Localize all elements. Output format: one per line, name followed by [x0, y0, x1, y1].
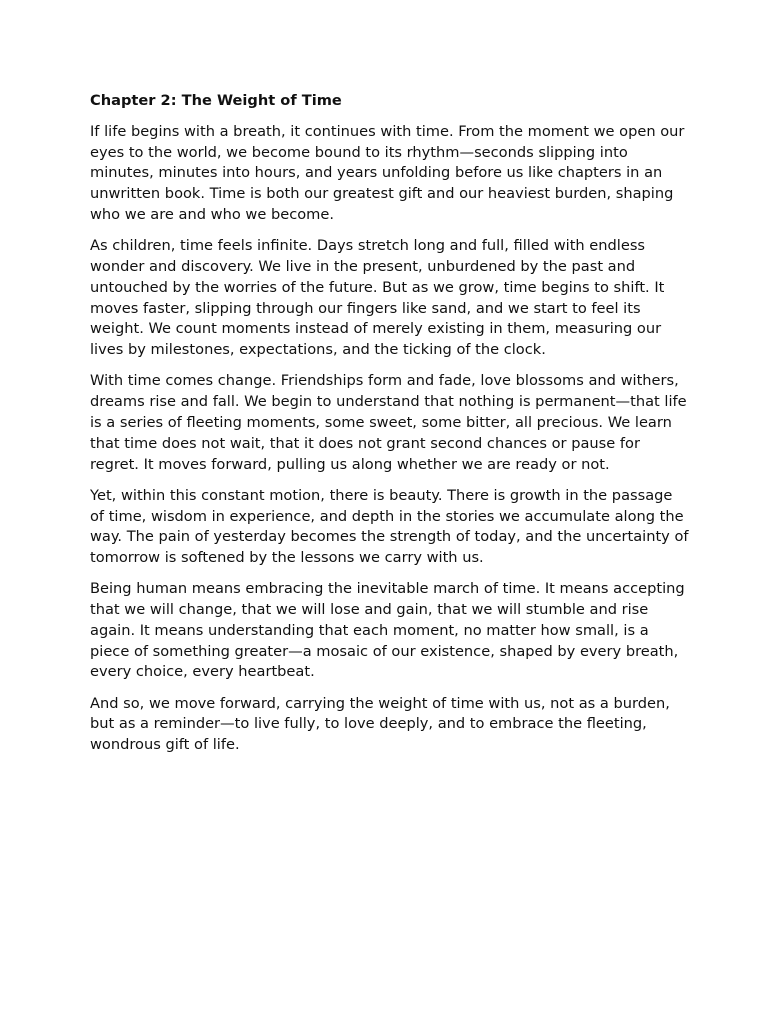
- paragraph-3: With time comes change. Friendships form and fade, love blossoms and withers, dreams rise and fall. We begin to understand that nothing is permanent—that life is a series of fleeting moments, some sweet, some bitter, all precious. We learn that time does not wait, that it does not grant second chances or pause for regret. It moves forward, pulling us along whether we are ready or not.: [90, 372, 687, 473]
- paragraph-1: If life begins with a breath, it continues with time. From the moment we open our eyes to the world, we become bound to its rhythm—seconds slipping into minutes, minutes into hours, and years unfolding before us like chapters in an unwritten book. Time is both our greatest gift and our heaviest burden, shaping who we are and who we become.: [90, 122, 685, 223]
- document-page: [90, 91, 690, 766]
- paragraph-6: And so, we move forward, carrying the weight of time with us, not as a burden, but as a reminder—to live fully, to love deeply, and to embrace the fleeting, wondrous gift of life.: [90, 694, 670, 754]
- chapter-title: Chapter 2: The Weight of Time: [90, 92, 342, 109]
- paragraph-5: Being human means embracing the inevitable march of time. It means accepting that we will change, that we will lose and gain, that we will stumble and rise again. It means understanding that each moment, no matter how small, is a piece of something greater—a mosaic of our existence, shaped by every breath, every choice, every heartbeat.: [90, 580, 685, 681]
- paragraph-4: Yet, within this constant motion, there is beauty. There is growth in the passage of time, wisdom in experience, and depth in the stories we accumulate along the way. The pain of yesterday becomes the strength of today, and the uncertainty of tomorrow is softened by the lessons we carry with us.: [90, 486, 689, 567]
- paragraph-2: As children, time feels infinite. Days stretch long and full, filled with endless wonder and discovery. We live in the present, unburdened by the past and untouched by the worries of the future. But as we grow, time begins to shift. It moves faster, slipping through our fingers like sand, and we start to feel its weight. We count moments instead of merely existing in them, measuring our lives by milestones, expectations, and the ticking of the clock.: [90, 237, 665, 359]
